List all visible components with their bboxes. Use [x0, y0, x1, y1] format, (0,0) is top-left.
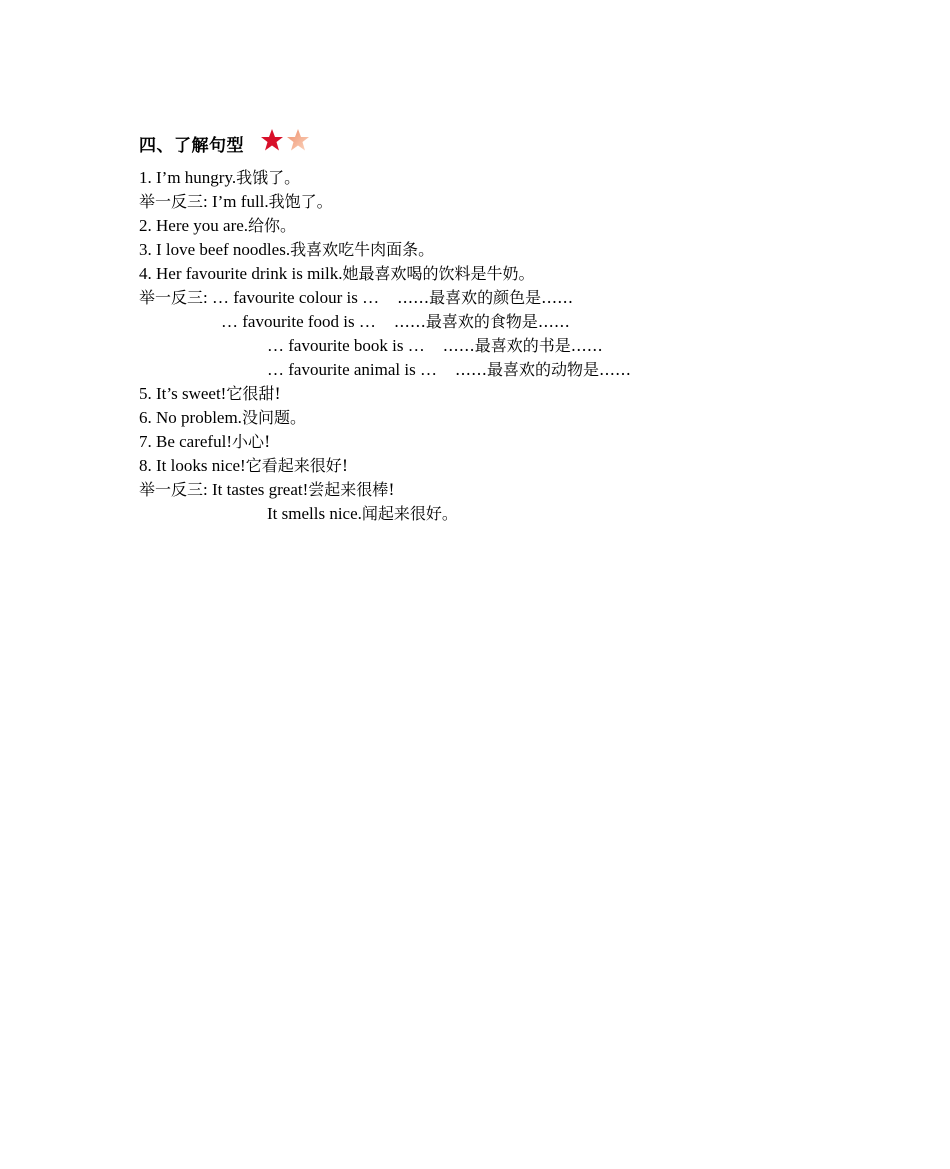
extension-3-chinese: 尝起来很棒! — [308, 480, 395, 499]
sentence-2-english: 2. Here you are. — [139, 216, 249, 235]
section-title: 四、了解句型 — [139, 135, 244, 156]
sentence-3 — [139, 238, 434, 262]
extension-2-food-english: … favourite food is … — [221, 312, 376, 331]
sentence-5 — [139, 382, 281, 406]
sentence-5-english: 5. It’s sweet! — [139, 384, 227, 403]
extension-2-book-chinese: ……最喜欢的书是…… — [442, 336, 603, 355]
sentence-4-chinese: 她最喜欢喝的饮料是牛奶。 — [342, 264, 535, 283]
extension-1 — [139, 190, 333, 214]
extension-1-english: : I’m full. — [203, 192, 269, 211]
extension-2-animal-english: … favourite animal is … — [267, 360, 437, 379]
sentence-6-chinese: 没问题。 — [241, 408, 306, 427]
sentence-4-english: 4. Her favourite drink is milk. — [139, 264, 343, 283]
sentence-2 — [139, 214, 296, 238]
extension-2-book — [267, 334, 603, 358]
sentence-2-chinese: 给你。 — [248, 216, 297, 235]
extension-2-food-chinese: ……最喜欢的食物是…… — [393, 312, 570, 331]
extension-2-animal — [267, 358, 631, 382]
extension-3-english: : It tastes great! — [203, 480, 309, 499]
section-heading — [139, 128, 312, 158]
sentence-3-chinese: 我喜欢吃牛肉面条。 — [290, 240, 435, 259]
extension-3-smell-chinese: 闻起来很好。 — [361, 504, 458, 523]
difficulty-stars — [260, 128, 312, 152]
extension-2 — [139, 286, 573, 310]
sentence-5-chinese: 它很甜! — [226, 384, 281, 403]
extension-2-book-english: … favourite book is … — [267, 336, 425, 355]
extension-label: 举一反三 — [139, 288, 204, 307]
extension-2-food — [221, 310, 570, 334]
sentence-7-english: 7. Be careful! — [139, 432, 232, 451]
star-half-icon — [286, 128, 310, 152]
sentence-7 — [139, 430, 270, 454]
extension-3-smell-english: It smells nice. — [267, 504, 362, 523]
star-icon — [260, 128, 284, 152]
extension-label: 举一反三 — [139, 480, 204, 499]
sentence-4 — [139, 262, 535, 286]
extension-1-chinese: 我饱了。 — [268, 192, 333, 211]
sentence-1 — [139, 166, 300, 190]
extension-3 — [139, 478, 395, 502]
extension-2-english: : … favourite colour is … — [203, 288, 380, 307]
extension-label: 举一反三 — [139, 192, 204, 211]
sentence-8 — [139, 454, 348, 478]
sentence-8-english: 8. It looks nice! — [139, 456, 246, 475]
sentence-7-chinese: 小心! — [231, 432, 271, 451]
extension-2-animal-chinese: ……最喜欢的动物是…… — [454, 360, 631, 379]
sentence-6 — [139, 406, 306, 430]
sentence-1-chinese: 我饿了。 — [236, 168, 301, 187]
sentence-3-english: 3. I love beef noodles. — [139, 240, 291, 259]
sentence-6-english: 6. No problem. — [139, 408, 242, 427]
extension-2-chinese: ……最喜欢的颜色是…… — [397, 288, 574, 307]
sentence-1-english: 1. I’m hungry. — [139, 168, 237, 187]
extension-3-smell — [267, 502, 458, 526]
sentence-8-chinese: 它看起来很好! — [245, 456, 349, 475]
